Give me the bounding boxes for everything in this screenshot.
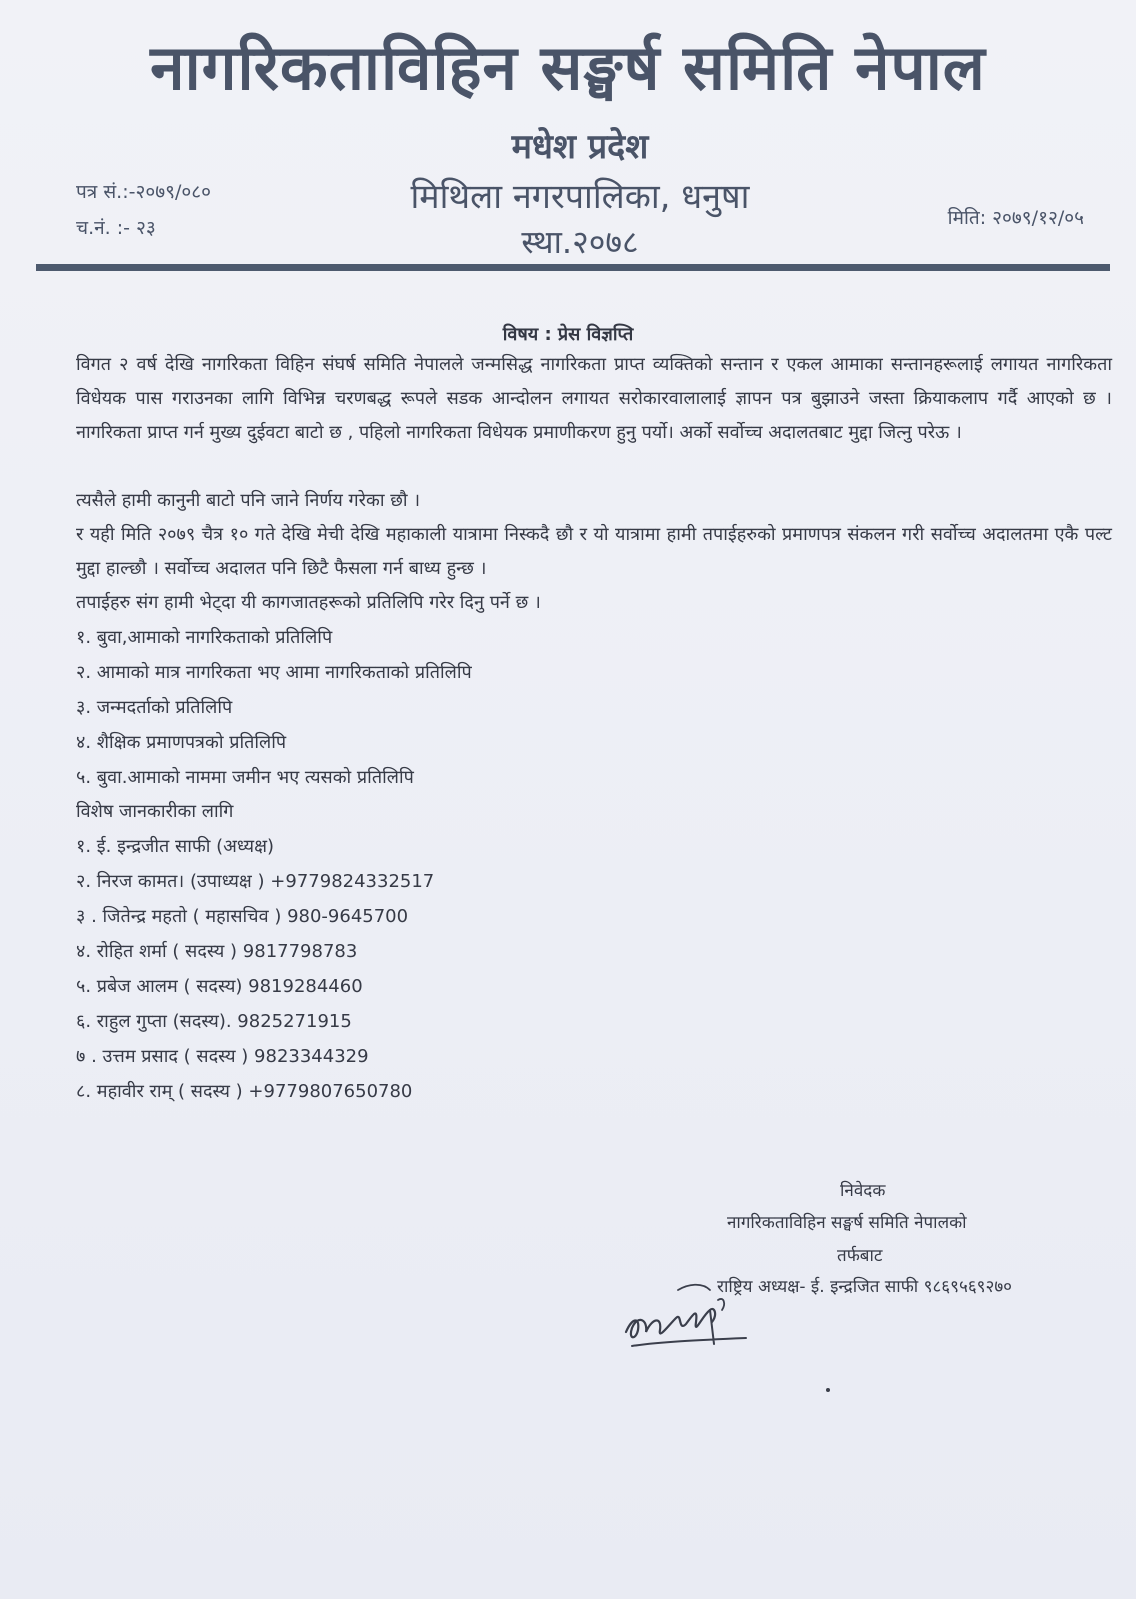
- list-item: ४. रोहित शर्मा ( सदस्य ) 9817798783: [76, 941, 358, 962]
- list-item: ५. प्रबेज आलम ( सदस्य) 9819284460: [76, 976, 363, 997]
- organization-title: नागरिकताविहिन सङ्घर्ष समिति नेपाल: [150, 31, 986, 104]
- subject-line: विषय : प्रेस विज्ञप्ति: [502, 324, 634, 345]
- list-item: ३ . जितेन्द्र महतो ( महासचिव ) 980-9645700: [76, 906, 409, 927]
- list-item: १. ई. इन्द्रजीत साफी (अध्यक्ष): [76, 836, 275, 857]
- required-documents-list: [76, 620, 472, 795]
- body-paragraph-3: र यही मिति २०७९ चैत्र १० गते देखि मेची देखि महाकाली यात्रामा निस्कदै छौ र यो यात्रामा हामी तपाईहरुको प्रमाणपत्र संकलन गरी सर्वोच्च अदालतमा एकै पल्ट मुद्दा हाल्छौ । सर्वोच्च अदालत पनि छिटै फैसला गर्न बाध्य हुन्छ ।: [76, 524, 1112, 579]
- list-item: ४. शैक्षिक प्रमाणपत्रको प्रतिलिपि: [76, 732, 287, 753]
- closing-organization: नागरिकताविहिन सङ्घर्ष समिति नेपालको: [727, 1213, 967, 1233]
- body-paragraph-2: त्यसैले हामी कानुनी बाटो पनि जाने निर्णय गरेका छौ ।: [76, 490, 421, 511]
- body-paragraph-4: तपाईहरु संग हामी भेट्दा यी कागजातहरूको प्रतिलिपि गरेर दिनु पर्ने छ ।: [76, 592, 541, 613]
- established-year: स्था.२०७८: [521, 223, 639, 261]
- body-paragraph-1: विगत २ वर्ष देखि नागरिकता विहिन संघर्ष समिति नेपालले जन्मसिद्ध नागरिकता प्राप्त व्यक्तिको सन्तान र एकल आमाका सन्तानहरूलाई लगायत नागरिकता विधेयक पास गराउनका लागि विभिन्न चरणबद्ध रूपले सडक आन्दोलन लगायत सरोकारवालालाई ज्ञापन पत्र बुझाउने जस्ता क्रियाकलाप गर्दै आएको छ । नागरिकता प्राप्त गर्न मुख्य दुईवटा बाटो छ , पहिलो नागरिकता विधेयक प्रमाणीकरण हुनु पर्यो। अर्को सर्वोच्च अदालतबाट मुद्दा जित्नु परेऊ ।: [76, 354, 1112, 443]
- signature-image: [618, 1270, 758, 1370]
- ink-dot: [826, 1388, 830, 1392]
- list-item: ७ . उत्तम प्रसाद ( सदस्य ) 9823344329: [76, 1046, 369, 1067]
- info-heading: विशेष जानकारीका लागि: [76, 801, 234, 822]
- list-item: २. आमाको मात्र नागरिकता भए आमा नागरिकताको प्रतिलिपि: [76, 662, 472, 683]
- dispatch-number: च.नं. :- २३: [76, 217, 156, 239]
- signatory-line: राष्ट्रिय अध्यक्ष- ई. इन्द्रजित साफी ९८६९५६९२७०: [717, 1277, 1013, 1297]
- province-name: मधेश प्रदेश: [511, 127, 649, 167]
- list-item: १. बुवा,आमाको नागरिकताको प्रतिलिपि: [76, 627, 333, 648]
- list-item: २. निरज कामत। (उपाध्यक्ष ) +9779824332517: [76, 871, 435, 892]
- list-item: ३. जन्मदर्ताको प्रतिलिपि: [76, 697, 233, 718]
- applicant-label: निवेदक: [840, 1181, 886, 1201]
- municipality-name: मिथिला नगरपालिका, धनुषा: [410, 177, 750, 217]
- list-item: ६. राहुल गुप्ता (सदस्य). 9825271915: [76, 1011, 352, 1032]
- contact-list: [76, 829, 434, 1109]
- on-behalf-label: तर्फबाट: [837, 1246, 883, 1266]
- letter-number: पत्र सं.:-२०७९/०८०: [76, 181, 212, 203]
- list-item: ५. बुवा.आमाको नाममा जमीन भए त्यसको प्रतिलिपि: [76, 767, 414, 788]
- list-item: ८. महावीर राम् ( सदस्य ) +9779807650780: [76, 1081, 413, 1102]
- letter-date: मिति: २०७९/१२/०५: [947, 207, 1084, 229]
- header-divider: [36, 264, 1110, 271]
